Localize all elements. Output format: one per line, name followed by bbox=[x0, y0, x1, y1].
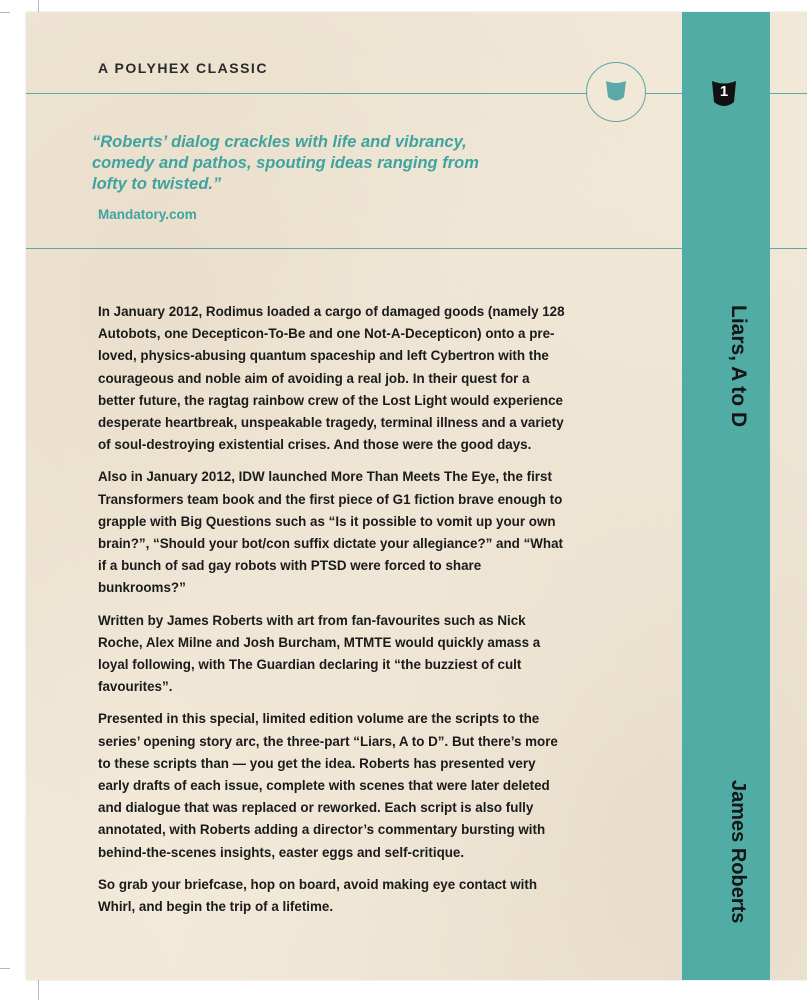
shield-badge-icon bbox=[709, 78, 739, 110]
top-divider bbox=[770, 93, 807, 94]
volume-number: 1 bbox=[719, 83, 729, 100]
blurb-paragraph: Presented in this special, limited edition volume are the scripts to the series’ opening story arc, the three-part “Liars, A to D”. But there’s more to these scripts than — you get the idea. Roberts has presented very early drafts of each issue, complete with scenes that were later deleted and dialogue that was replaced or reworked. Each script is also fully annotated, with Roberts adding a director’s commentary bursting with behind-the-scenes insights, easter eggs and self-critique. bbox=[98, 711, 558, 860]
blurb-paragraph: Written by James Roberts with art from fan-favourites such as Nick Roche, Alex Milne and Josh Burcham, MTMTE would quickly amass a loyal following, with The Guardian declaring it “the buzziest of cult favourites”. bbox=[98, 612, 541, 695]
spine-author: James Roberts bbox=[727, 780, 749, 924]
blurb-paragraph: In January 2012, Rodimus loaded a cargo of damaged goods (namely 128 Autobots, one Decepticon-To-Be and one Not-A-Decepticon) onto a pre-loved, physics-abusing quantum spaceship and left Cybertron with the courageous and noble aim of avoiding a real job. In their quest for a better future, the ragtag rainbow crew of the Lost Light would experience desperate heartbreak, unspeakable tragedy, terminal illness and a variety of soul-destroying existential crises. And those were the good days. bbox=[98, 304, 565, 453]
blurb-paragraph: So grab your briefcase, hop on board, avoid making eye contact with Whirl, and begin the trip of a lifetime. bbox=[98, 876, 538, 915]
shield-emblem-icon bbox=[586, 62, 646, 122]
top-divider bbox=[26, 93, 588, 94]
blurb-paragraph: Also in January 2012, IDW launched More Than Meets The Eye, the first Transformers team book and the first piece of G1 fiction brave enough to grapple with Big Questions such as “Is it possible to vomit up your own brain?”, “Should your bot/con suffix dictate your allegiance?” and “What if a bunch of sad gay robots with PTSD were forced to share bunkrooms?” bbox=[98, 469, 563, 596]
top-divider bbox=[646, 93, 682, 94]
crop-mark bbox=[38, 980, 39, 1000]
mid-divider bbox=[770, 248, 807, 249]
review-quote: “Roberts’ dialog crackles with life and vibrancy, comedy and pathos, spouting ideas ranging from lofty to twisted.” bbox=[92, 133, 479, 193]
spine-title: Liars, A to D bbox=[727, 305, 750, 428]
crop-mark bbox=[0, 968, 10, 969]
quote-source: Mandatory.com bbox=[98, 207, 197, 222]
mid-divider bbox=[26, 248, 682, 249]
blurb bbox=[98, 301, 568, 928]
crop-mark bbox=[0, 12, 10, 13]
publisher-label: A POLYHEX CLASSIC bbox=[98, 60, 268, 76]
